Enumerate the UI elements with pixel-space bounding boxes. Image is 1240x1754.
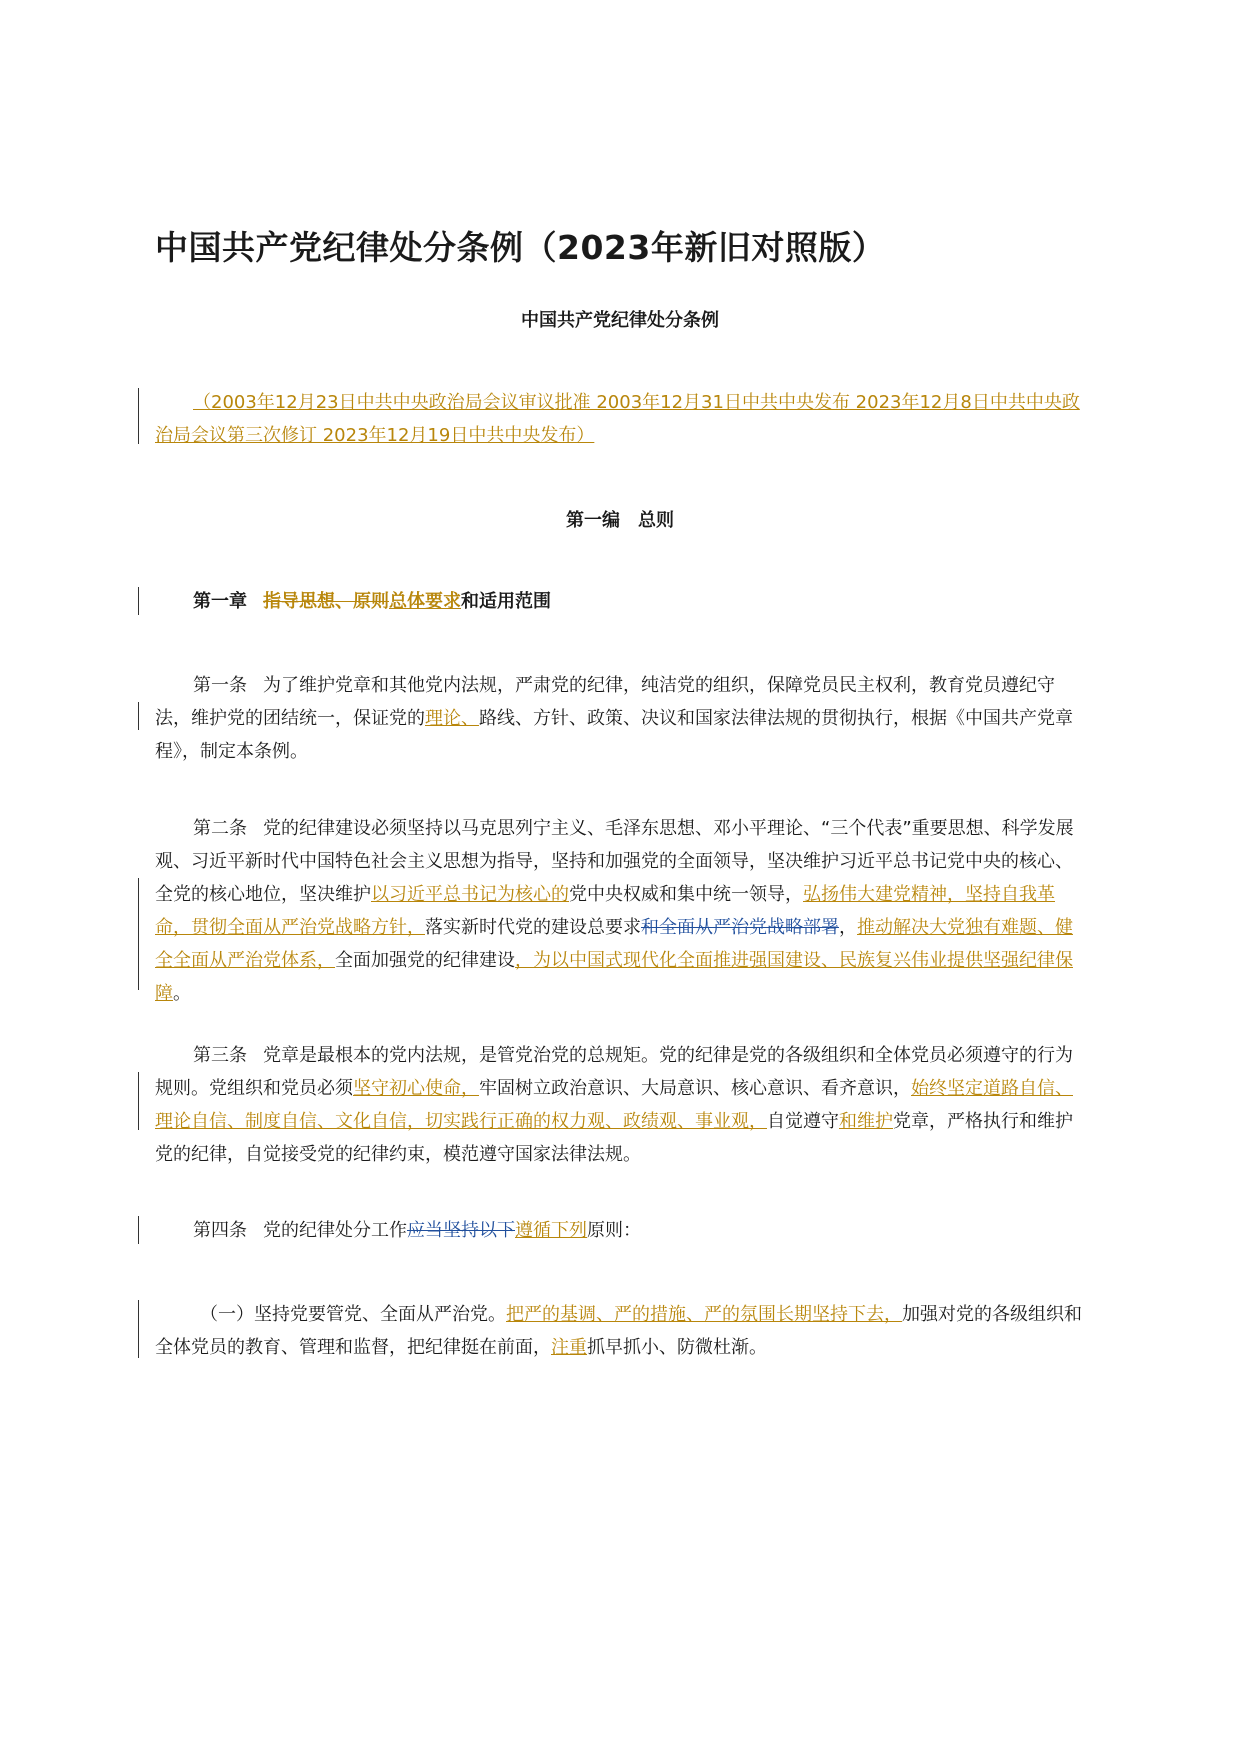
article-2-text: 。 <box>173 983 191 1004</box>
art1-change-bar <box>138 702 139 730</box>
article-1 <box>155 669 1085 768</box>
article-2-text: 落实新时代党的建设总要求 <box>425 917 641 938</box>
article-1-text: 为了维护党章和其他党内法规，严肃党的纪律，纯洁党的组织，保障党员民主权利，教育党员遵纪守法，维护党的团结统一，保证党的 <box>155 675 1055 729</box>
article-3-insertion: 和维护 <box>839 1111 893 1132</box>
article-4-label: 第四条 <box>193 1220 247 1241</box>
article-2-label: 第二条 <box>193 818 247 839</box>
article-3-label: 第三条 <box>193 1045 247 1066</box>
article-4-insertion: 遵循下列 <box>515 1220 587 1241</box>
article-4 <box>155 1214 1085 1247</box>
article-2-text: ， <box>839 917 857 938</box>
article-3 <box>155 1039 1085 1171</box>
article-3-insertion: 坚守初心使命， <box>353 1078 479 1099</box>
article-3-text: 党章，严格执行和维护党的纪律，自觉接受党的纪律约束，模范遵守国家法律法规。 <box>155 1111 1073 1165</box>
article-2-text: 全面加强党的纪律建设 <box>335 950 515 971</box>
article-1-text-cont: 路线、方针、政策、决议和国家法律法规的贯彻执行，根据《中国共产党章程》，制定本条例。 <box>155 708 1073 762</box>
article-2-deletion: 和全面从严治党战略部署 <box>641 917 839 938</box>
revision-change-bar <box>138 388 139 444</box>
chapter-rest-text: 和适用范围 <box>461 591 551 612</box>
article-3-text: 牢固树立政治意识、大局意识、核心意识、看齐意识， <box>479 1078 911 1099</box>
art2-change-bar <box>138 878 139 990</box>
item1-change-bar <box>138 1300 139 1358</box>
art4-change-bar <box>138 1216 139 1244</box>
article-1-label: 第一条 <box>193 675 247 696</box>
article-3-text: 党章是最根本的党内法规，是管党治党的总规矩。党的纪律是党的各级组织和全体党员必须遵守的行为规则。党组织和党员必须 <box>155 1045 1073 1099</box>
article-4-text: 原则： <box>587 1220 641 1241</box>
chapter-number: 第一章 <box>193 591 247 612</box>
chapter-change-bar <box>138 587 139 615</box>
document-title: 中国共产党纪律处分条例（2023年新旧对照版） <box>155 228 886 267</box>
item-1-insertion: 注重 <box>551 1337 587 1358</box>
chapter-deleted-text: 指导思想、原则 <box>263 591 389 612</box>
art3-change-bar <box>138 1072 139 1130</box>
article-2 <box>155 812 1085 1010</box>
article-2-insertion: 推动解决大党独有难题、健全全面从严治党体系， <box>155 917 1073 971</box>
chapter-heading <box>155 585 1085 618</box>
article-1-insertion: 理论、 <box>425 708 479 729</box>
item-1-text: 加强对党的各级组织和全体党员的教育、管理和监督，把纪律挺在前面， <box>155 1304 1082 1358</box>
article-3-insertion: 始终坚定道路自信、理论自信、制度自信、文化自信，切实践行正确的权力观、政绩观、事业观， <box>155 1078 1073 1132</box>
article-2-insertion: 弘扬伟大建党精神，坚持自我革命，贯彻全面从严治党战略方针， <box>155 884 1055 938</box>
doc-heading: 中国共产党纪律处分条例 <box>521 310 719 331</box>
revision-note-text: （2003年12月23日中共中央政治局会议审议批准 2003年12月31日中共中央发布 2023年12月8日中共中央政治局会议第三次修订 2023年12月19日中共中央发布） <box>155 392 1080 446</box>
article-4-item-1 <box>155 1298 1085 1364</box>
item-1-text: 坚持党要管党、全面从严治党。 <box>254 1304 506 1325</box>
article-2-text: 党中央权威和集中统一领导， <box>569 884 803 905</box>
item-1-label: （一） <box>200 1304 254 1325</box>
article-4-deletion: 应当坚持以下 <box>407 1220 515 1241</box>
chapter-inserted-text: 总体要求 <box>389 591 461 612</box>
article-2-text: 党的纪律建设必须坚持以马克思列宁主义、毛泽东思想、邓小平理论、“三个代表”重要思想、科学发展观、习近平新时代中国特色社会主义思想为指导，坚持和加强党的全面领导，坚决维护习近平总书记党中央的核心、全党的核心地位，坚决维护 <box>155 818 1074 905</box>
item-1-insertion: 把严的基调、严的措施、严的氛围长期坚持下去， <box>506 1304 902 1325</box>
article-2-insertion: ，为以中国式现代化全面推进强国建设、民族复兴伟业提供坚强纪律保障 <box>155 950 1073 1004</box>
article-4-text: 党的纪律处分工作 <box>263 1220 407 1241</box>
article-2-insertion: 以习近平总书记为核心的 <box>371 884 569 905</box>
revision-note <box>155 386 1085 452</box>
article-3-text: 自觉遵守 <box>767 1111 839 1132</box>
part-heading: 第一编 总则 <box>566 510 674 531</box>
item-1-text: 抓早抓小、防微杜渐。 <box>587 1337 767 1358</box>
